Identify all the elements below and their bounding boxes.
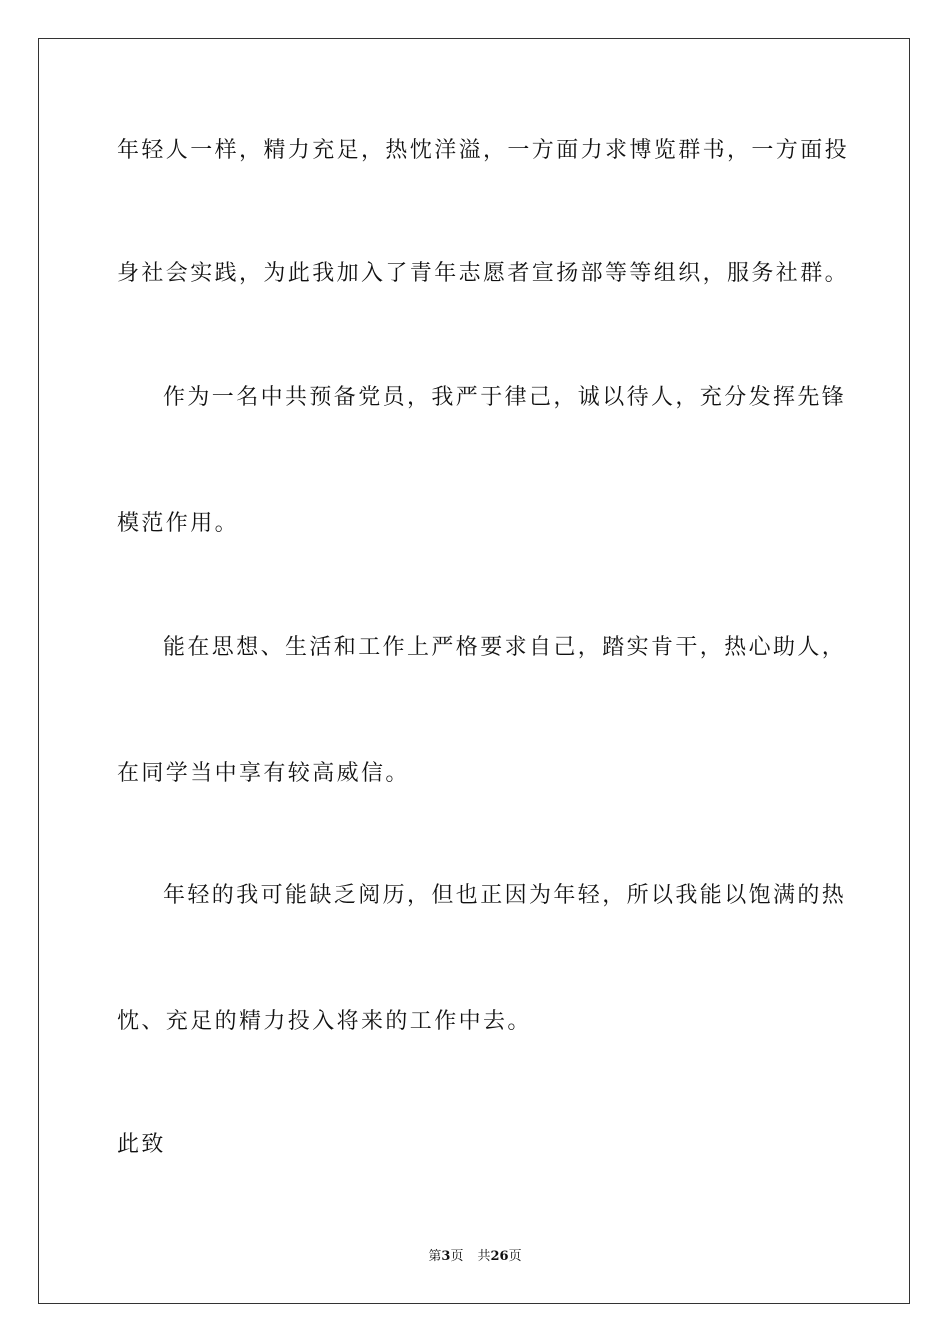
body-text-line: 身社会实践，为此我加入了青年志愿者宣扬部等等组织，服务社群。 — [117, 261, 850, 286]
body-text-line: 在同学当中享有较高威信。 — [117, 761, 410, 786]
body-text-line: 模范作用。 — [117, 511, 240, 536]
total-prefix: 共 — [477, 1249, 491, 1264]
paragraph-start-line: 能在思想、生活和工作上严格要求自己，踏实肯干，热心助人， — [163, 635, 847, 660]
page-footer — [0, 1248, 950, 1266]
body-text-line: 忱、充足的精力投入将来的工作中去。 — [117, 1009, 532, 1034]
body-text-line: 年轻人一样，精力充足，热忱洋溢，一方面力求博览群书，一方面投 — [117, 138, 850, 163]
paragraph-start-line: 作为一名中共预备党员，我严于律己，诚以待人，充分发挥先锋 — [163, 385, 847, 410]
page-suffix: 页 — [450, 1249, 464, 1264]
paragraph-start-line: 年轻的我可能缺乏阅历，但也正因为年轻，所以我能以饱满的热 — [163, 883, 847, 908]
page-prefix: 第 — [428, 1249, 442, 1264]
page-number: 3 — [441, 1249, 451, 1264]
closing-salutation: 此致 — [117, 1132, 166, 1157]
total-pages: 26 — [490, 1249, 509, 1264]
total-suffix: 页 — [508, 1249, 522, 1264]
page-frame — [38, 38, 910, 1304]
